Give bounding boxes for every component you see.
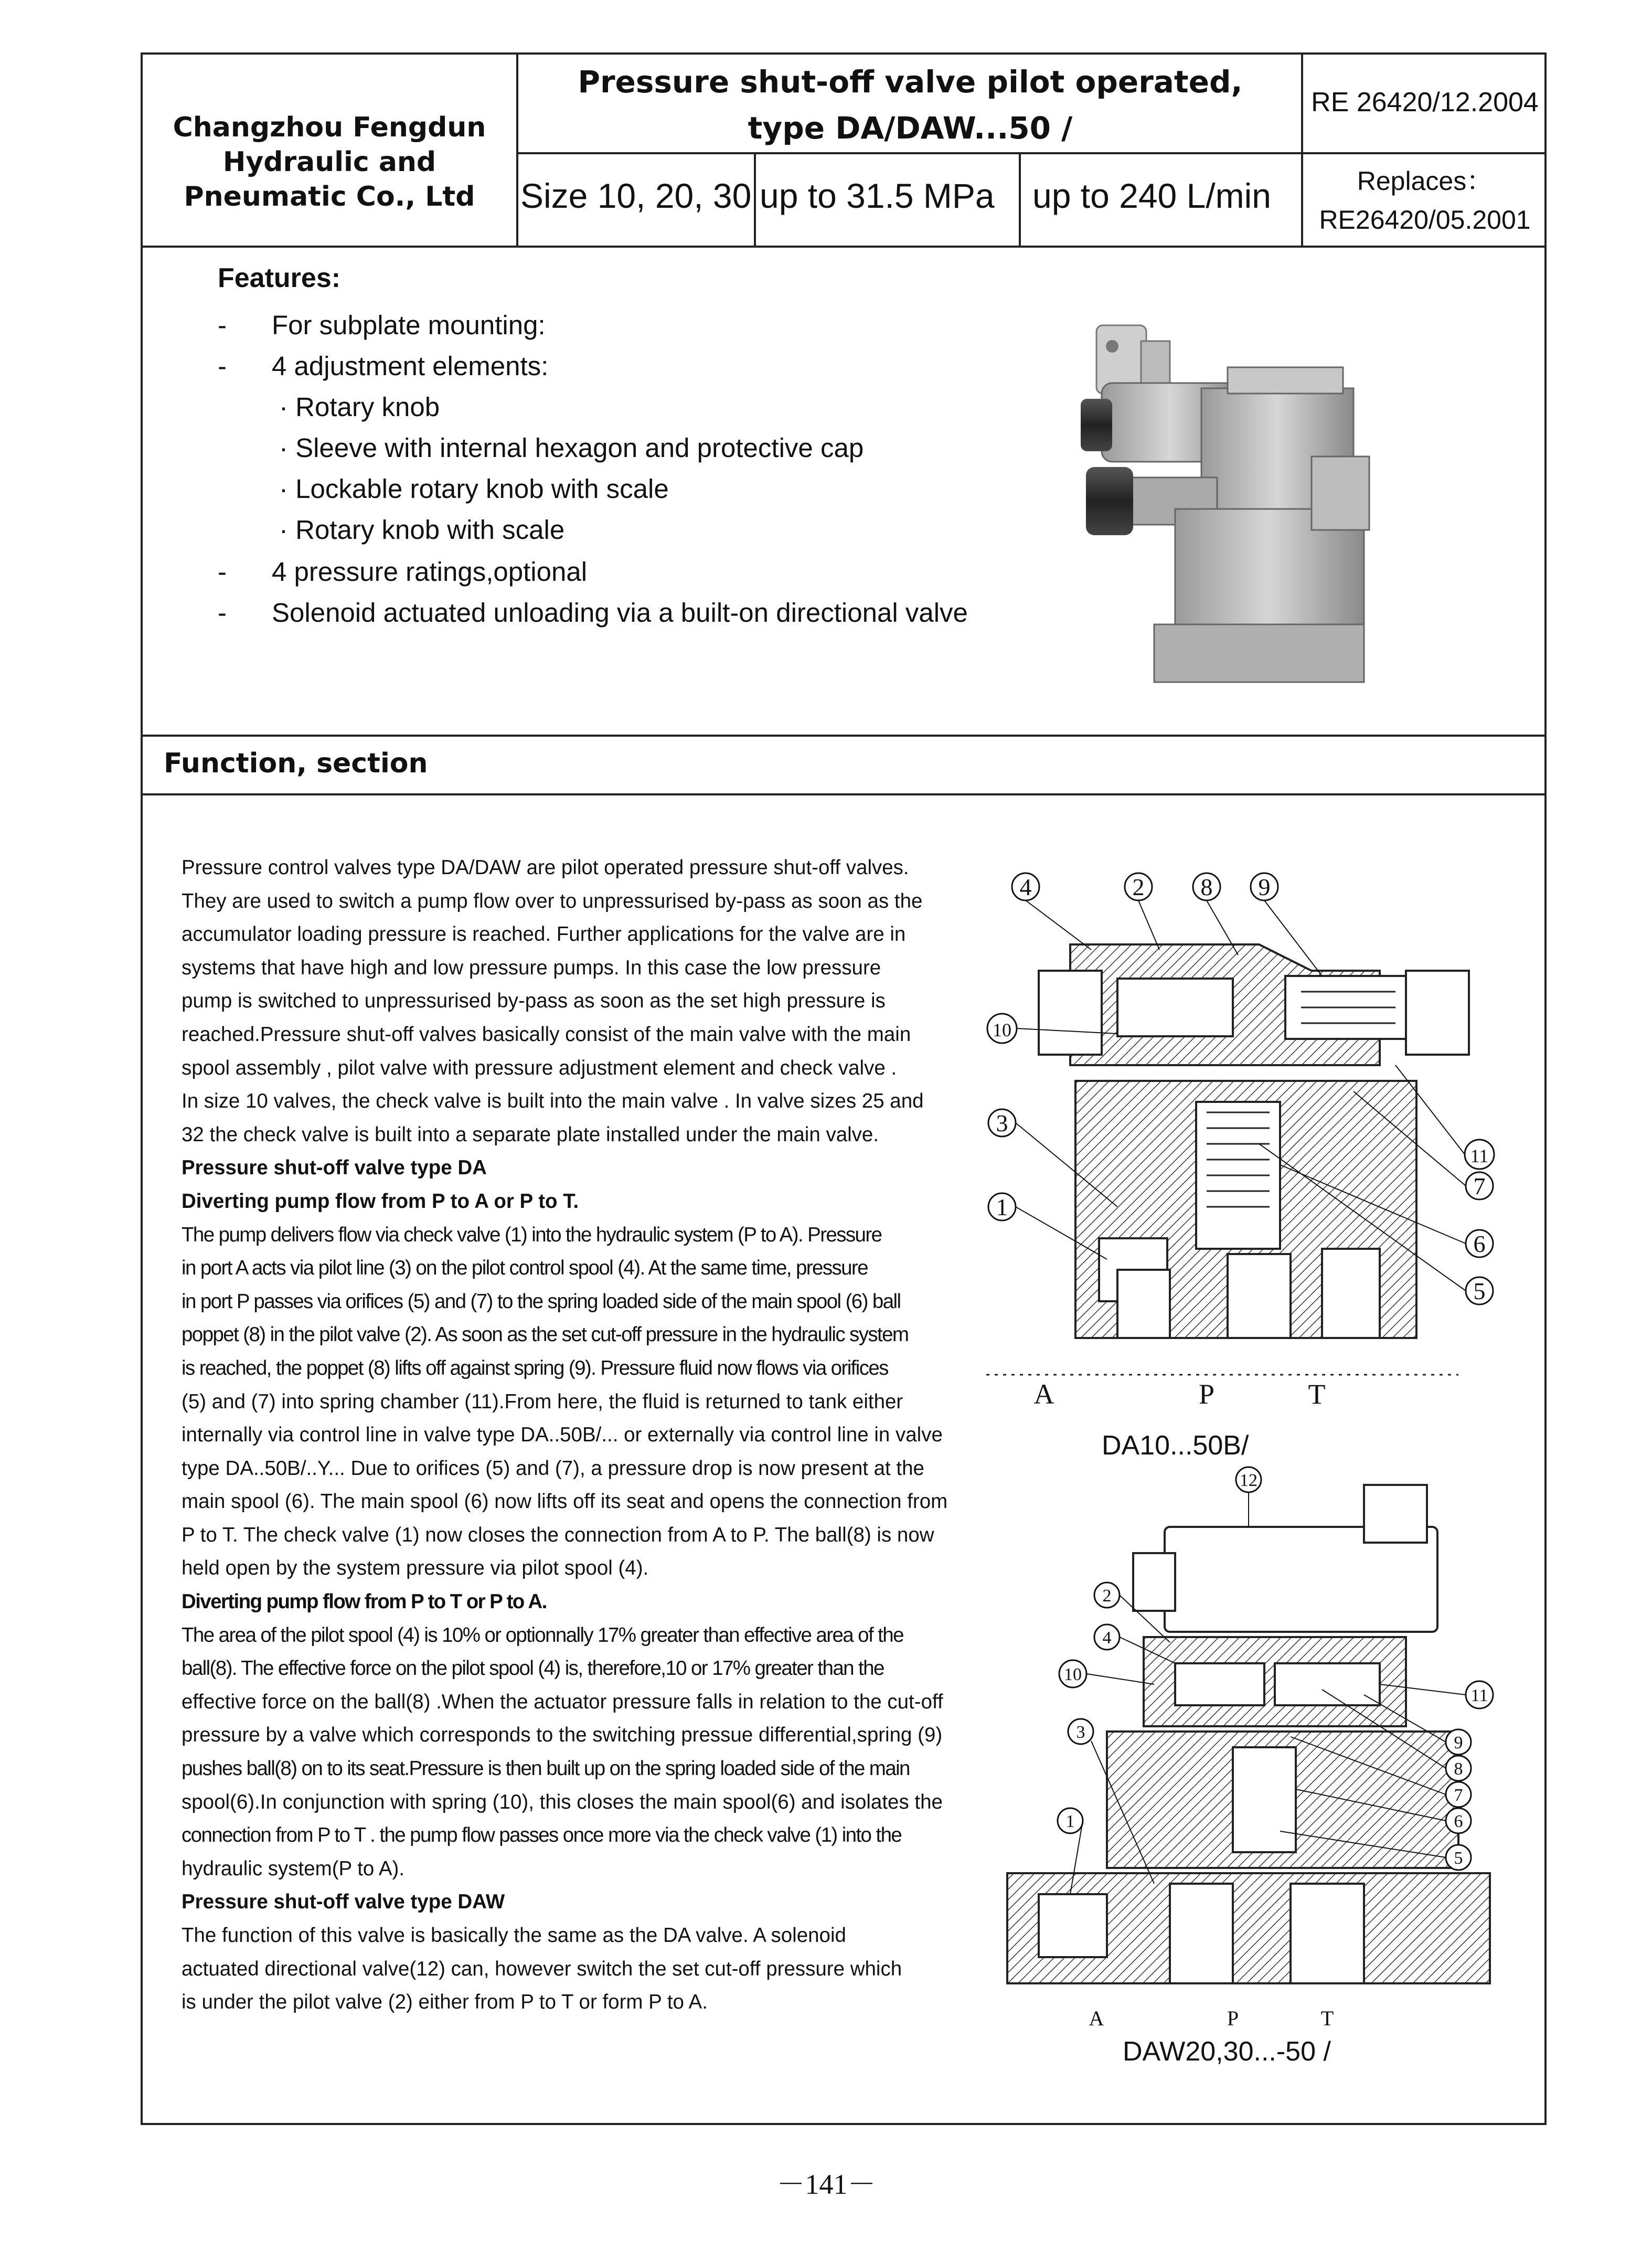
port-a xyxy=(1170,1884,1233,1983)
feature-item: Solenoid actuated unloading via a built-on directional valve xyxy=(272,598,968,628)
callout xyxy=(1446,1808,1471,1833)
daw-caption: DAW20,30...-50 / xyxy=(1123,2036,1331,2067)
header-bottom-rule xyxy=(141,246,1547,248)
text-line: effective force on the ball(8) .When the actuator pressure falls in relation to the cut-off xyxy=(182,1690,943,1713)
text-line: main spool (6). The main spool (6) now lifts off its seat and opens the connection from xyxy=(182,1490,948,1513)
feature-item: 4 pressure ratings,optional xyxy=(272,557,588,587)
callout xyxy=(1125,873,1152,900)
callout xyxy=(988,1109,1016,1137)
da10-caption: DA10...50B/ xyxy=(1102,1430,1249,1461)
callout xyxy=(1466,1681,1493,1708)
callout xyxy=(1012,873,1039,900)
port-p xyxy=(1228,1254,1291,1338)
features-bottom-rule xyxy=(141,735,1547,737)
da10-section-drawing xyxy=(986,871,1521,1427)
spec-divider-1 xyxy=(754,152,756,247)
feature-subitem: · Rotary knob with scale xyxy=(279,515,565,545)
section-heading: Function, section xyxy=(164,748,428,779)
svg-text:7: 7 xyxy=(1473,1173,1486,1199)
callout xyxy=(1446,1756,1471,1781)
port-label: T xyxy=(1308,1378,1326,1410)
port-label: T xyxy=(1320,2006,1334,2030)
svg-text:7: 7 xyxy=(1454,1786,1463,1805)
title-line-1: Pressure shut-off valve pilot operated, xyxy=(578,64,1243,100)
feature-subitem: · Rotary knob xyxy=(279,392,440,422)
text-line: pushes ball(8) on to its seat.Pressure is then built up on the spring loaded side of the main xyxy=(182,1757,910,1780)
svg-text:2: 2 xyxy=(1132,874,1145,900)
callout xyxy=(1193,873,1220,900)
document-number: RE 26420/12.2004 xyxy=(1311,87,1539,118)
port-t xyxy=(1322,1249,1380,1338)
check-valve-bore xyxy=(1039,1894,1107,1957)
text-line: pump is switched to unpressurised by-pass as soon as the set high pressure is xyxy=(182,990,886,1013)
svg-text:12: 12 xyxy=(1240,1471,1257,1490)
text-line: spool(6).In conjunction with spring (10), this closes the main spool(6) and isolates the xyxy=(182,1790,943,1813)
text-line: in port A acts via pilot line (3) on the pilot control spool (4). At the same time, pressure xyxy=(182,1257,868,1280)
feature-item: For subplate mounting: xyxy=(272,310,546,340)
svg-text:8: 8 xyxy=(1200,874,1213,900)
text-line: actuated directional valve(12) can, however switch the set cut-off pressure which xyxy=(182,1957,902,1980)
text-line: pressure by a valve which corresponds to the switching pressue differential,spring (9) xyxy=(182,1724,943,1747)
text-line: They are used to switch a pump flow over to unpressurised by-pass as soon as the xyxy=(182,889,923,912)
feature-subitem: · Lockable rotary knob with scale xyxy=(279,474,669,504)
bullet-dash: - xyxy=(218,598,227,628)
valve-product-photo xyxy=(1070,310,1406,708)
feature-subitem: · Sleeve with internal hexagon and protective cap xyxy=(279,433,864,463)
document-title xyxy=(519,59,1301,151)
port-label: P xyxy=(1227,2006,1239,2030)
text-line: internally via control line in valve type DA..50B/... or externally via control line in valve xyxy=(182,1424,943,1447)
svg-text:11: 11 xyxy=(1470,1686,1488,1705)
da-ports xyxy=(1034,1378,1326,1410)
page-number: －141－ xyxy=(776,2169,876,2200)
replaces-number: RE26420/05.2001 xyxy=(1319,205,1531,235)
port-label: A xyxy=(1033,1378,1054,1410)
text-line: accumulator loading pressure is reached. Further applications for the valve are in xyxy=(182,923,906,946)
callout xyxy=(988,1193,1016,1220)
bullet-dash: - xyxy=(218,351,227,381)
end-cap xyxy=(1039,971,1102,1055)
port-a xyxy=(1117,1270,1170,1338)
port-label: P xyxy=(1198,1378,1215,1410)
svg-text:4: 4 xyxy=(1019,874,1032,900)
svg-text:2: 2 xyxy=(1102,1586,1112,1606)
port-label: A xyxy=(1089,2006,1104,2030)
callout xyxy=(1466,1277,1493,1304)
text-line: spool assembly , pilot valve with pressure adjustment element and check valve . xyxy=(182,1056,897,1079)
svg-text:10: 10 xyxy=(993,1019,1011,1040)
pilot-spool-bore xyxy=(1175,1663,1264,1705)
callout xyxy=(1236,1467,1261,1492)
text-line: 32 the check valve is built into a separate plate installed under the main valve. xyxy=(182,1123,879,1146)
svg-text:6: 6 xyxy=(1473,1230,1486,1257)
header-mid-rule xyxy=(516,152,1547,154)
header-divider-2 xyxy=(1301,52,1303,247)
text-line: connection from P to T . the pump flow passes once more via the check valve (1) into the xyxy=(182,1824,902,1847)
callout xyxy=(1094,1582,1120,1608)
text-line: In size 10 valves, the check valve is built into the main valve . In valve sizes 25 and xyxy=(182,1090,924,1113)
svg-text:8: 8 xyxy=(1454,1759,1463,1779)
daw20-section-drawing xyxy=(997,1464,1500,2036)
function-description xyxy=(182,851,968,2019)
section-heading-rule xyxy=(141,793,1547,795)
callout xyxy=(987,1014,1017,1043)
text-line: in port P passes via orifices (5) and (7) to the spring loaded side of the main spool (6) ball xyxy=(182,1290,901,1313)
callout xyxy=(1059,1660,1086,1687)
text-line: The area of the pilot spool (4) is 10% or optionnally 17% greater than effective area of the xyxy=(182,1623,903,1647)
svg-text:3: 3 xyxy=(1076,1723,1085,1742)
subheading: Diverting pump flow from P to T or P to A. xyxy=(182,1590,547,1613)
solenoid-plug xyxy=(1364,1485,1427,1543)
daw-ports xyxy=(1089,2006,1334,2030)
svg-text:11: 11 xyxy=(1470,1145,1489,1166)
adjuster-housing xyxy=(1406,971,1469,1055)
text-line: ball(8). The effective force on the pilot spool (4) is, therefore,10 or 17% greater than the xyxy=(182,1657,884,1680)
poppet-bore xyxy=(1275,1663,1380,1705)
svg-text:6: 6 xyxy=(1454,1812,1463,1831)
spec-divider-2 xyxy=(1019,152,1021,247)
svg-text:4: 4 xyxy=(1102,1628,1112,1648)
callout xyxy=(1465,1140,1494,1169)
bullet-dash: - xyxy=(218,557,227,587)
svg-text:10: 10 xyxy=(1064,1665,1082,1684)
callout xyxy=(1466,1172,1493,1199)
text-line: The function of this valve is basically the same as the DA valve. A solenoid xyxy=(182,1924,846,1947)
svg-text:1: 1 xyxy=(1065,1812,1075,1831)
svg-text:3: 3 xyxy=(996,1110,1008,1137)
svg-text:1: 1 xyxy=(996,1194,1008,1220)
text-line: The pump delivers flow via check valve (1) into the hydraulic system (P to A). Pressure xyxy=(182,1223,882,1246)
text-line: P to T. The check valve (1) now closes the connection from A to P. The ball(8) is now xyxy=(182,1523,934,1546)
bullet-dash: - xyxy=(218,310,227,340)
spec-pressure: up to 31.5 MPa xyxy=(760,176,995,215)
features-heading: Features: xyxy=(218,263,341,293)
text-line: is under the pilot valve (2) either from P to T or form P to A. xyxy=(182,1991,708,2014)
svg-text:9: 9 xyxy=(1258,874,1271,900)
text-line: Pressure control valves type DA/DAW are pilot operated pressure shut-off valves. xyxy=(182,856,909,879)
text-line: systems that have high and low pressure pumps. In this case the low pressure xyxy=(182,956,881,979)
subheading: Pressure shut-off valve type DA xyxy=(182,1156,487,1180)
spec-size: Size 10, 20, 30 xyxy=(520,176,752,215)
callout xyxy=(1446,1729,1471,1755)
callout xyxy=(1094,1624,1120,1650)
callout xyxy=(1058,1808,1083,1833)
callout xyxy=(1068,1719,1093,1744)
callout xyxy=(1446,1782,1471,1807)
subheading: Diverting pump flow from P to A or P to T. xyxy=(182,1189,579,1213)
spec-flow: up to 240 L/min xyxy=(1032,176,1271,215)
subheading: Pressure shut-off valve type DAW xyxy=(182,1890,505,1914)
text-line: (5) and (7) into spring chamber (11).From here, the fluid is returned to tank either xyxy=(182,1390,903,1413)
solenoid-end xyxy=(1133,1553,1175,1611)
callout xyxy=(1446,1845,1471,1870)
feature-item: 4 adjustment elements: xyxy=(272,351,549,381)
callout xyxy=(1251,873,1278,900)
text-line: reached.Pressure shut-off valves basically consist of the main valve with the main xyxy=(182,1023,911,1046)
pilot-spool-bore xyxy=(1117,979,1233,1036)
callout xyxy=(1466,1230,1493,1257)
port-t xyxy=(1291,1884,1364,1983)
company-name: Changzhou Fengdun Hydraulic and Pneumatic Co., Ltd xyxy=(173,112,486,213)
replaces-label: Replaces： xyxy=(1357,166,1493,196)
svg-text:5: 5 xyxy=(1454,1849,1463,1868)
title-line-2: type DA/DAW...50 / xyxy=(748,110,1073,146)
text-line: held open by the system pressure via pilot spool (4). xyxy=(182,1557,649,1580)
text-line: poppet (8) in the pilot valve (2). As soon as the set cut-off pressure in the hydraulic system xyxy=(182,1323,909,1346)
main-spool-bore xyxy=(1233,1747,1296,1852)
text-line: type DA..50B/..Y... Due to orifices (5) and (7), a pressure drop is now present at the xyxy=(182,1457,924,1480)
svg-text:9: 9 xyxy=(1454,1733,1463,1753)
text-line: is reached, the poppet (8) lifts off against spring (9). Pressure fluid now flows via orifices xyxy=(182,1356,888,1379)
text-line: hydraulic system(P to A). xyxy=(182,1857,405,1880)
svg-text:5: 5 xyxy=(1473,1278,1486,1304)
